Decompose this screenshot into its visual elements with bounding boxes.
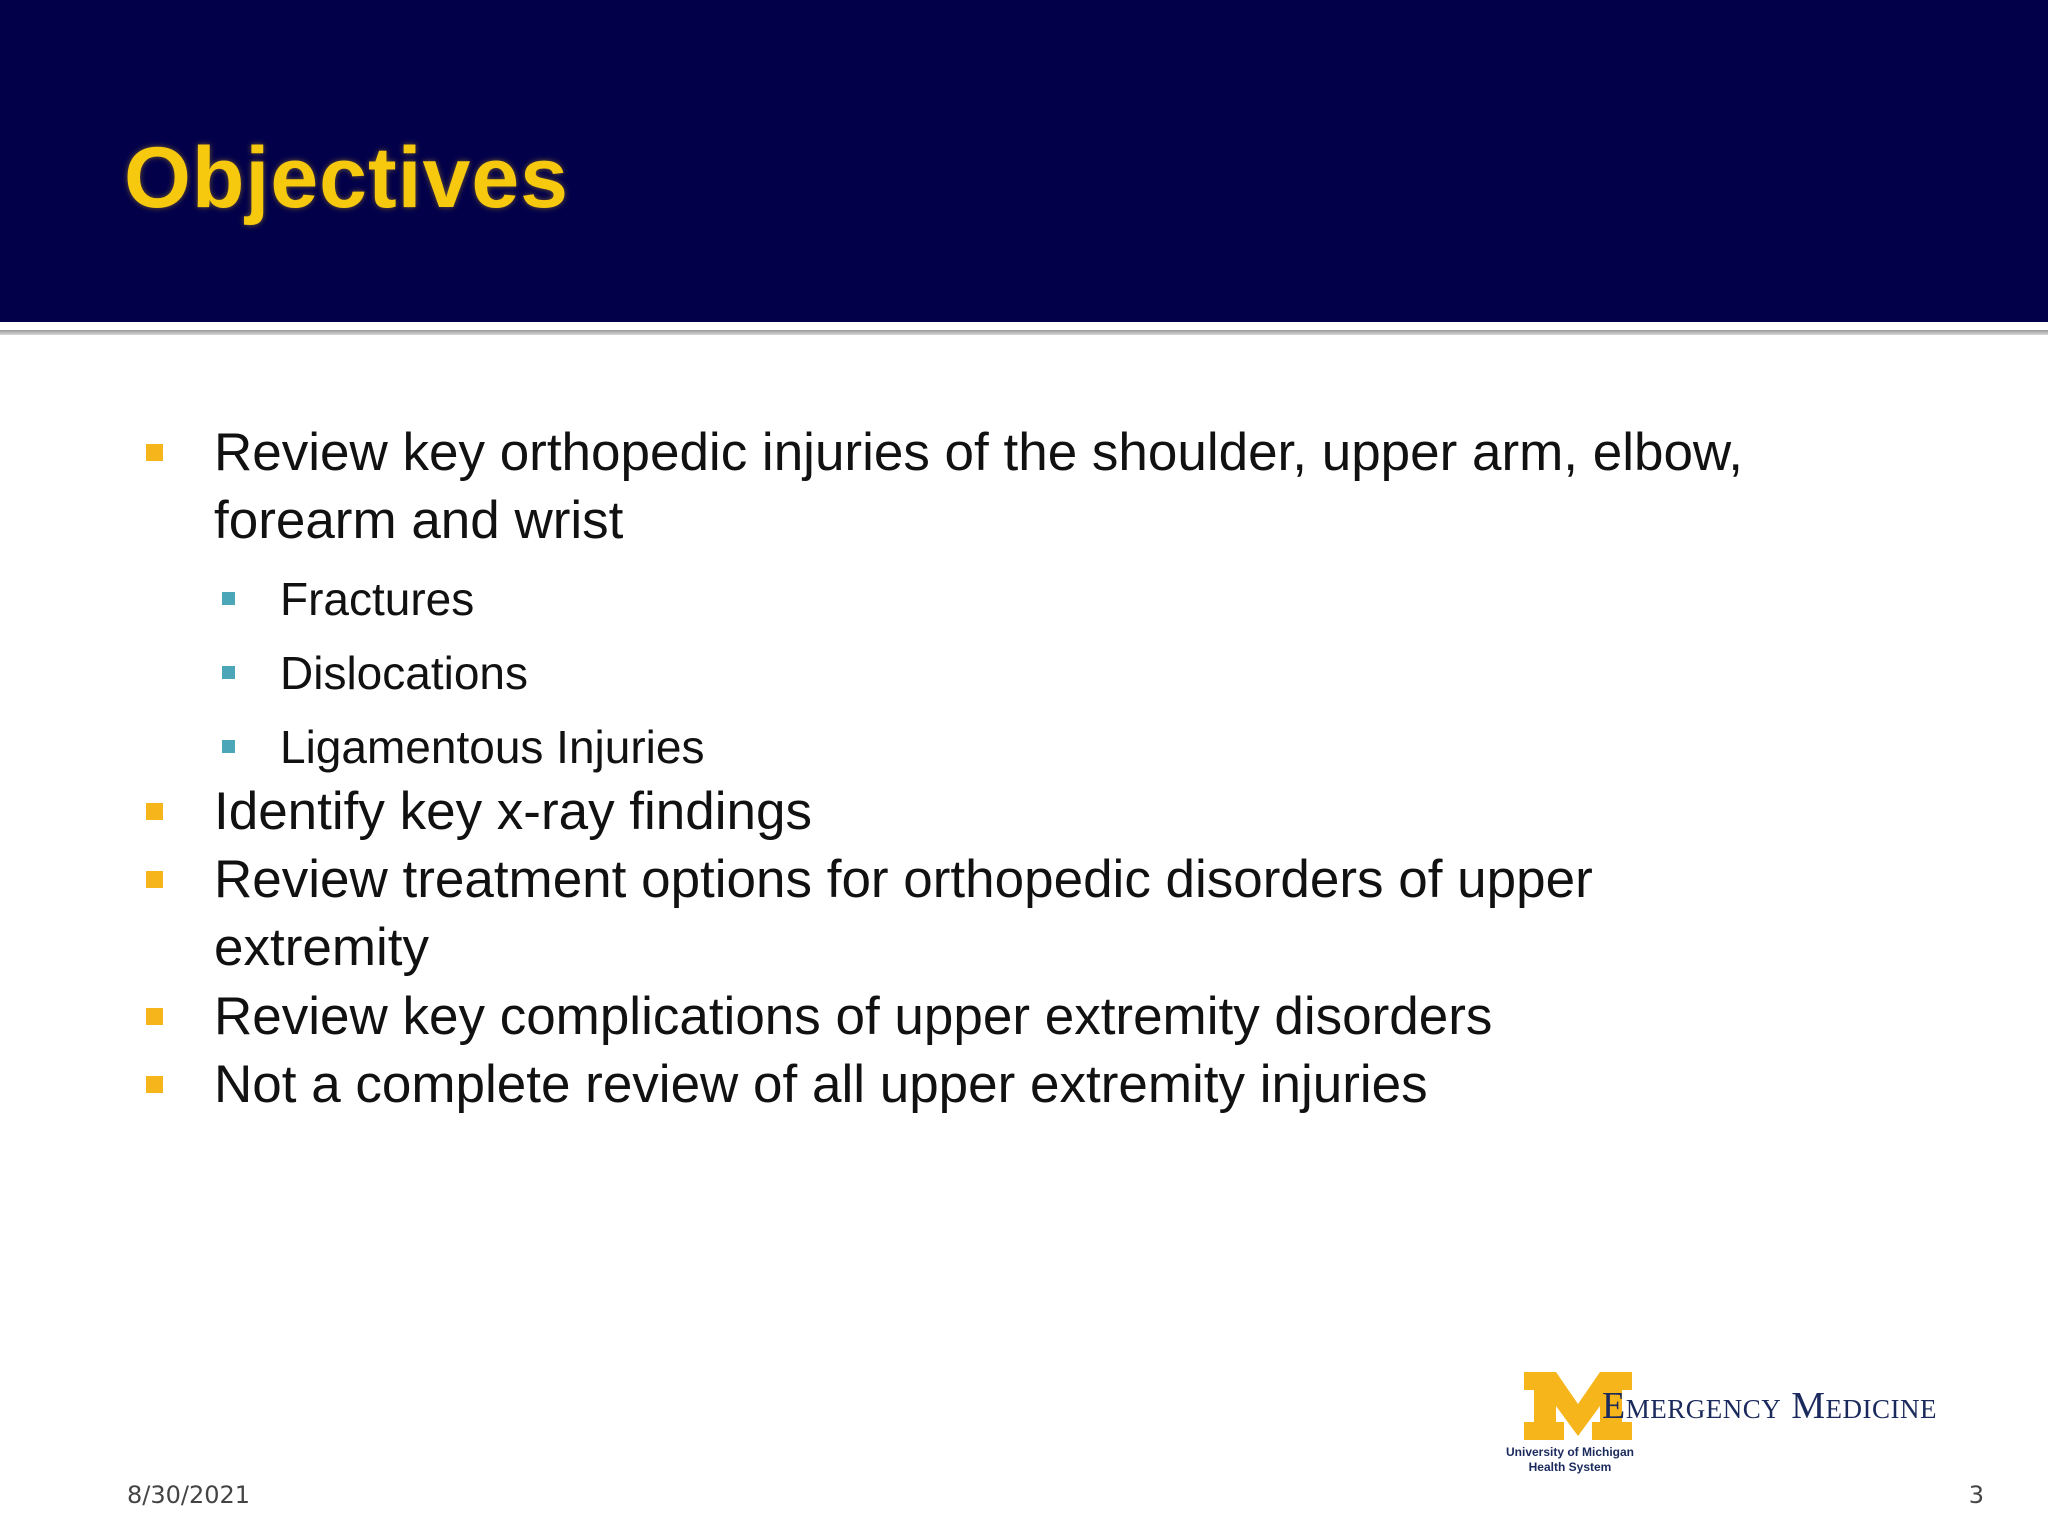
bullet-marker-square-icon [146, 1076, 163, 1093]
bullet-text: Review key orthopedic injuries of the shoulder, upper arm, elbow, forearm and wrist [214, 423, 1744, 550]
bullet-marker-square-icon [146, 1008, 163, 1025]
bullet-text: Not a complete review of all upper extremity injuries [214, 1055, 1428, 1114]
bullet-text: Review key complications of upper extremity disorders [214, 987, 1493, 1046]
sub-bullet-marker-square-icon [222, 592, 235, 605]
slide-page-number: 3 [1968, 1481, 1984, 1509]
header-divider [0, 330, 2048, 335]
bullet-item [214, 983, 1914, 1051]
bullet-text: Identify key x-ray findings [214, 782, 812, 841]
logo-organization: University of Michigan Health System [1505, 1445, 1635, 1474]
sub-bullet-text: Dislocations [280, 647, 528, 699]
sub-bullet-item [280, 643, 1780, 703]
sub-bullet-text: Ligamentous Injuries [280, 721, 705, 773]
sub-bullet-text: Fractures [280, 573, 475, 625]
sub-bullet-item [280, 717, 1780, 777]
emergency-medicine-logo [1490, 1368, 2010, 1498]
bullet-item [214, 846, 1754, 982]
bullet-item [214, 419, 1914, 555]
slide-date: 8/30/2021 [127, 1481, 251, 1509]
bullet-text: Review treatment options for orthopedic disorders of upper extremity [214, 850, 1593, 977]
sub-bullet-marker-square-icon [222, 740, 235, 753]
bullet-item [214, 778, 1914, 846]
header-divider-white [0, 322, 2048, 330]
slide-title: Objectives [124, 130, 569, 226]
bullet-marker-square-icon [146, 444, 163, 461]
bullet-marker-square-icon [146, 803, 163, 820]
bullet-item [214, 1051, 1914, 1119]
bullet-marker-square-icon [146, 871, 163, 888]
logo-wordmark: Emergency Medicine [1602, 1385, 1937, 1427]
sub-bullet-marker-square-icon [222, 666, 235, 679]
sub-bullet-item [280, 569, 1780, 629]
